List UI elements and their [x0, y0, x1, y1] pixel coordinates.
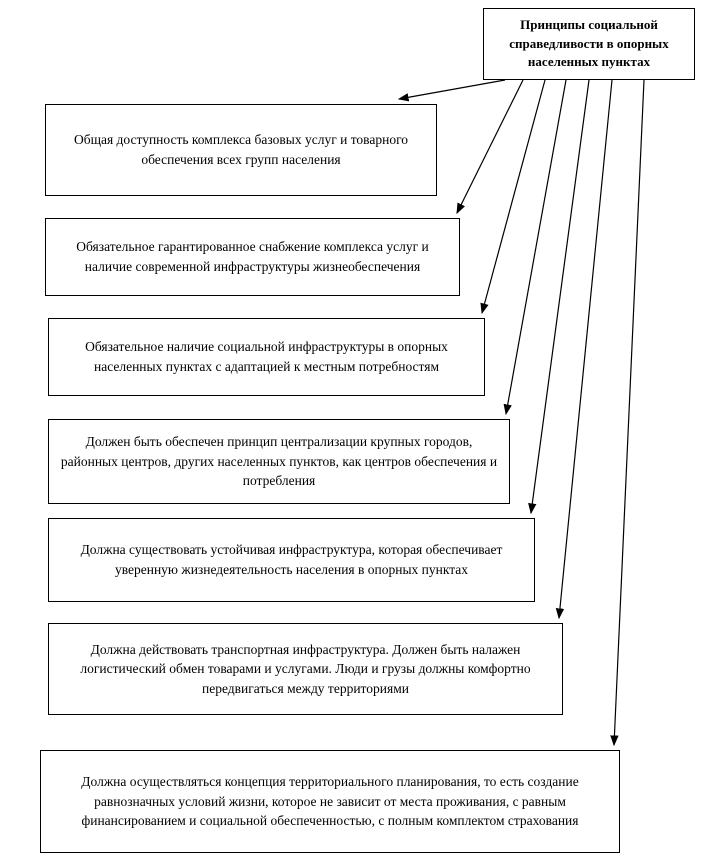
connector-arrow: [559, 80, 612, 618]
principle-node-4: [48, 419, 510, 504]
principle-node-7-label: Должна осуществляться концепция территориального планирования, то есть создание равнозначных условий жизни, которое не зависит от места проживания, с равным финансированием и социальной обеспеченностью, с полным комплектом страхования: [81, 774, 579, 829]
principle-node-2: [45, 218, 460, 296]
principle-node-5-label: Должна существовать устойчивая инфраструктура, которая обеспечивает уверенную жизнедеятельность населения в опорных пунктах: [80, 542, 503, 577]
principle-node-6: [48, 623, 563, 715]
root-node-label: Принципы социальной справедливости в опорных населенных пунктах: [509, 16, 669, 70]
connector-arrow: [614, 80, 644, 745]
connector-arrow: [531, 80, 589, 513]
principle-node-3: [48, 318, 485, 396]
principle-node-2-label: Обязательное гарантированное снабжение комплекса услуг и наличие современной инфраструктуры жизнеобеспечения: [76, 239, 429, 274]
principle-node-4-label: Должен быть обеспечен принцип централизации крупных городов, районных центров, других населенных пунктов, как центров обеспечения и потребления: [60, 434, 498, 489]
principle-node-7: [40, 750, 620, 853]
connector-arrow: [457, 80, 523, 213]
connector-arrow: [506, 80, 566, 414]
principle-node-1: [45, 104, 437, 196]
root-node: [483, 8, 695, 80]
principle-node-3-label: Обязательное наличие социальной инфраструктуры в опорных населенных пунктах с адаптацией к местным потребностям: [85, 339, 448, 374]
principle-node-5: [48, 518, 535, 602]
connector-arrow: [399, 80, 505, 99]
principle-node-1-label: Общая доступность комплекса базовых услуг и товарного обеспечения всех групп населения: [73, 132, 409, 167]
principle-node-6-label: Должна действовать транспортная инфраструктура. Должен быть налажен логистический обмен товарами и услугами. Люди и грузы должны комфортно передвигаться между территориями: [80, 641, 531, 696]
connector-arrow: [482, 80, 545, 313]
